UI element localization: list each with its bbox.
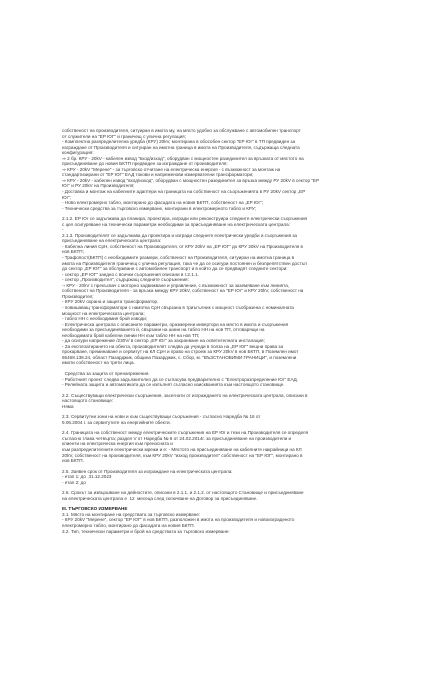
text-line: 2.5. Заявен срок от Производителя за изграждане на електрическата централа: [62,468,233,474]
text-line: -› КРУ - 20kV с прекъсвач с моторно задвижване и управление, с възможност за заземяване към линията, [62,282,290,288]
text-line: - табло НН с необходимия брой изводи; [62,316,148,322]
text-line: 3.2. Тип, технически параметри и брой на средствата за търговско измерване: [62,528,230,534]
text-line: - сектор „Производител", съдържащ следните съоръжения: [62,277,189,283]
text-line: - Доставка и монтаж на кабелните адаптери на границата на собственост на съоръженията в РУ 20kV сектор „ЕР [62,189,306,195]
text-line: - Технически средства за търговско измерване, монтирани в електромерното табло и КРУ; [62,205,256,211]
text-line: 2.2. Съществуващи електрически съоръжения, засегнати от изграждането на електрическата централа, описани в [62,392,308,398]
text-line: до сектор „ЕР ЮГ" за обслужване с автомобилен транспорт и в който да се предвидят следните сектори: [62,266,288,272]
text-line: имота на Производителя граничещ с улична регулация, така че да се осигури постоянен и безпрепятствен достъп [62,260,307,266]
text-line: - Трафопост(БКТП) с необходимите размери, собственост на Производителя, ситуиран на имотна граница в [62,255,295,261]
text-line: 20kV, собственост на производителя, към КРУ 20kV "изход производител" собственост на "ЕР ЮГ", монтирано в [62,452,303,458]
text-line: 3.1. Място на монтиране на средствата за търговско измерване: [62,511,201,517]
text-line: конфигурация: [62,150,94,156]
text-line: 2.6. Срокът за извършване на дейностите, описани в 2.1.1. и 2.1.2. от настоящото Становище и присъединяване [62,490,304,496]
text-line: на електрическата централа е 12 месеца след сключване на Договор за присъединяване. [62,495,258,501]
text-line: - За експлоатирането на обекта, производителят следва да учреди в полза на „ЕР ЮГ" вещни права за [62,343,284,349]
text-line: електромерно табло, монтирано до фасадата на новия БКТП. [62,523,195,528]
text-line: 2.1.2. ЕР Юг се задължава да планира, проектира, изгради или реконструира следните електрически съоръжения [62,216,308,222]
text-line: Няма [62,403,74,409]
text-line: 2.1.3. Производителят се задължава да проектира и изгради следните електрически уредби и съоръжения за [62,232,297,238]
text-line: - Работният проект следва задължително да се съгласува предварително с "Електроразпределение Юг" ЕАД. [62,376,299,382]
section-heading: III. ТЪРГОВСКО ИЗМЕРВАНЕ [62,506,128,512]
text-line: съгласно глава четвърта; раздел V от Наредба № 6 от 24.02.2014г. за присъединяване на производители и [62,435,292,441]
text-line: стандартизирани от "ЕР ЮГ" ЕАД токови и напреженови измервателни трансформатори; [62,172,254,178]
text-line: - КРУ 20kV "Мерене", сектор "ЕР ЮГ" в нов БКТП, разположен в имота на производителя и новоизграденото [62,517,295,523]
text-line: ⇒ КРУ - 20kV - кабелен извод "вход/изход", оборудван с мощностен разединител за връзка между РУ 20kV в сектор "ЕР [62,177,320,183]
text-line: собственост на Производителя - за връзка между КРУ 20kV, собственост на "ЕР Юг" и КРУ 20kV, собственост на [62,288,304,294]
text-line: имоти собственост на трети лица. [62,360,135,366]
text-line: присъединяване до новия БКТП предвиден за изграждане от производителя; [62,161,228,167]
text-line: - да осигури напрежение /230V/ в сектор „ЕР Юг" за захранване на осветителната инсталация; [62,338,265,344]
text-line: 65468.138.24, област Пазарджик, община Пазарджик, с. Сбор, м. "ВЪЗСТАНОВИМИ ГРАНИЦИ", и поземлени [62,354,297,360]
text-line: нов БКТП; [62,249,84,255]
text-line: собственост на производителя, ситуиран в имота му, на място удобно за обслужване с автомобилен транспорт [62,128,301,133]
text-line: - сектор „ЕР ЮГ" заедно с всички съоръжения описани в т.2.1.1. [62,271,199,277]
text-line: 2.4. Границата на собственост между електрическите съоръжения на ЕР Юг и тези на Производителя се определя [62,430,309,436]
text-line: Юг" и РУ 20kV на Производителя; [62,183,135,189]
text-line: - КРУ 20kV охрана и защита трансформатор. [62,299,159,305]
text-line: Юг"; [62,194,72,200]
text-line: настоящото становище: [62,398,114,404]
text-line: от служители на "ЕР ЮГ" и граничещ с улична регулация; [62,133,186,139]
text-line: мощност на електрическата централа; [62,310,145,316]
text-line: ⇒ КРУ - 20kV "Мерене" - за търговско отчитане на електрическа енергия - с възможност за монтаж на [62,166,281,172]
text-line: ⇒ 2 бр. КРУ - 20kV - кабелен извод "вход/изход", оборудван с мощностен разединител за връзката от мястото на [62,155,304,161]
text-line: - повишаващ трансформатори с намотка СрН свързана в триъгълник с мощност съобразена с номиналната [62,304,294,310]
text-line: - Ново електромерно табло, монтирано до фасадата на новия БКТП, собственост на „ЕР Юг"; [62,200,264,206]
text-line: - етап 1: до 31.12.2023 [62,474,112,480]
text-line: - [62,227,64,233]
text-line: 2.3. Сервитутни зони на нови и към съществуващи съоръжения - съгласно Наредба № 16 от [62,414,261,420]
text-line: необходимата брой кабелни линии НН към табло НН на нов ТП; [62,332,200,338]
text-line: Средства за защита от пренапрежения. [62,370,150,376]
text-line: - Кабелна линия СрН, собственост на Производителя, от КРУ 20kV на „ЕР ЮГ" до КРУ 20kV на Производителя в [62,243,303,249]
text-line: присъединяване на електрическата централа: [62,238,162,244]
text-line: 9.06.2004 г. за сервитутите на енергийните обекти. [62,419,171,425]
text-line: нов БКТП. [62,458,84,464]
text-line: - етап 2: до [62,479,86,485]
text-line: към разпределителните електрически мрежи и е: - Мястото на присъединяване на кабелните накрайници на КЛ [62,446,302,452]
text-line: - Комплектна разпределителна уредба (КРУ) 20kV, монтирана в обособен сектор "ЕР Юг" в ТП предвиден за [62,139,296,145]
text-line: изграждане от Производителя и ситуиран на имотна граница в имота на Производителя, съдържаща следната [62,144,300,150]
text-line: Производител; [62,293,94,299]
text-line: - Релейната защита и автоматиката да се изпълнят съгласно изискванията към настоящото становище. [62,382,285,388]
text-line: с цел осигуряване на технически параметри необходими за присъединяване на електрическата централа: [62,221,290,227]
text-line: необходими за присъединяването ѝ, свързани на шини на табло НН на нов ТП, отговарящи на [62,327,265,333]
text-line: прокарване, преминаване и сервитут на КЛ СрН и право на строеж за КРУ 20kV в нов БКТП, в Поземлен имот [62,349,299,355]
text-line: клиенти на електрическа енергия към преносната и [62,441,173,447]
text-line: - Електрическа централа с описаните параметри, оразмерени инвертори на място в имота и съоръжения [62,321,289,327]
